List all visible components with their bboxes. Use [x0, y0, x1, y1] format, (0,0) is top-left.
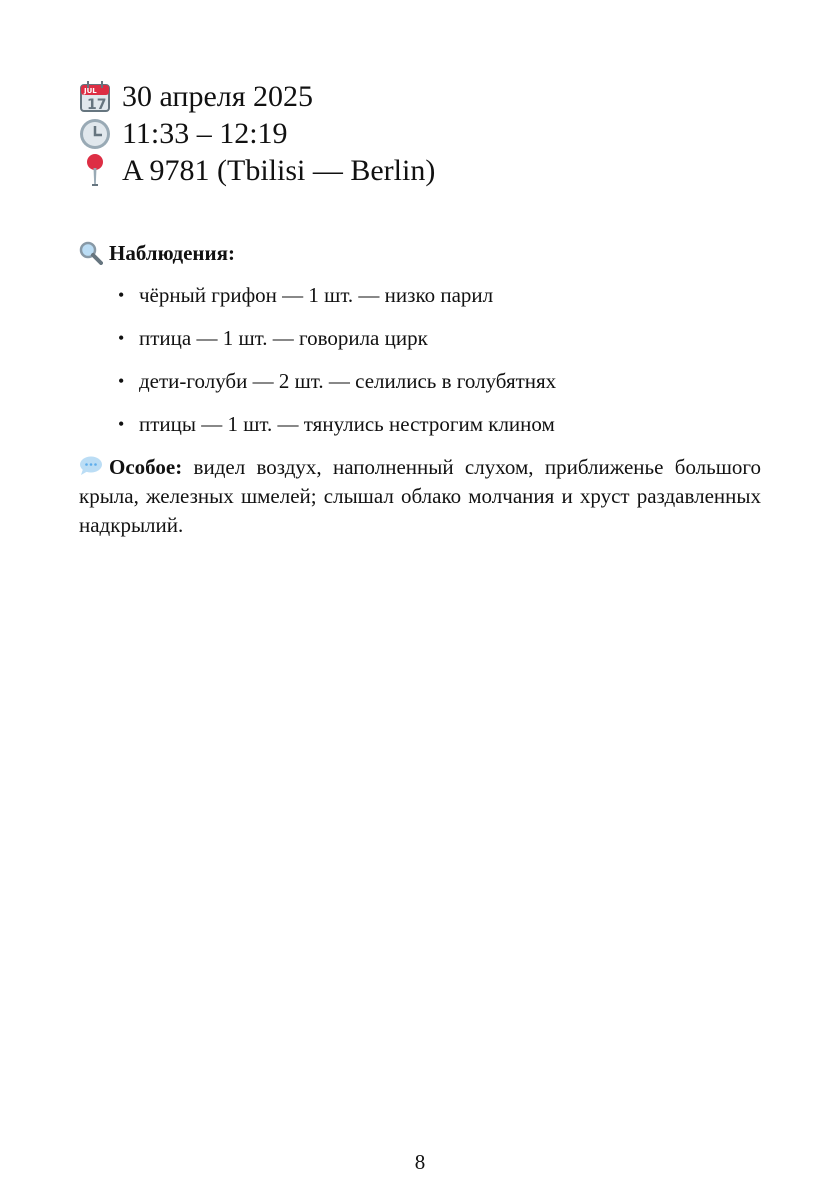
- special-label: Особое:: [109, 455, 183, 479]
- speech-bubble-icon: [79, 455, 103, 475]
- document-page: [79, 78, 761, 540]
- clock-icon: [79, 118, 113, 150]
- special-notes: [79, 453, 761, 540]
- date-text: 30 апреля 2025: [122, 79, 314, 113]
- pushpin-icon: [79, 155, 113, 187]
- time-line: [79, 115, 761, 152]
- time-text: 11:33 – 12:19: [122, 116, 288, 150]
- special-text: видел воздух, наполненный слухом, приближенье большого крыла, железных шмелей; слышал облако молчания и хруст раздавленных надкрылий.: [79, 455, 762, 537]
- date-line: [79, 78, 761, 115]
- observations-heading: [79, 239, 761, 267]
- observations-title: Наблюдения:: [109, 241, 235, 265]
- calendar-icon: [79, 81, 113, 113]
- location-text: A 9781 (Tbilisi — Berlin): [122, 153, 436, 187]
- list-item: • чёрный грифон — 1 шт. — низко парил: [118, 283, 494, 307]
- list-item: • птицы — 1 шт. — тянулись нестрогим клином: [118, 412, 555, 436]
- svg-text:17: 17: [87, 96, 107, 113]
- svg-text:JUL: JUL: [84, 86, 97, 95]
- page-number: 8: [414, 1150, 426, 1174]
- list-item: • дети-голуби — 2 шт. — селились в голубятнях: [118, 369, 557, 393]
- magnifier-icon: [79, 241, 103, 265]
- location-line: [79, 152, 761, 189]
- observations-list: [79, 281, 761, 438]
- list-item: • птица — 1 шт. — говорила цирк: [118, 326, 428, 350]
